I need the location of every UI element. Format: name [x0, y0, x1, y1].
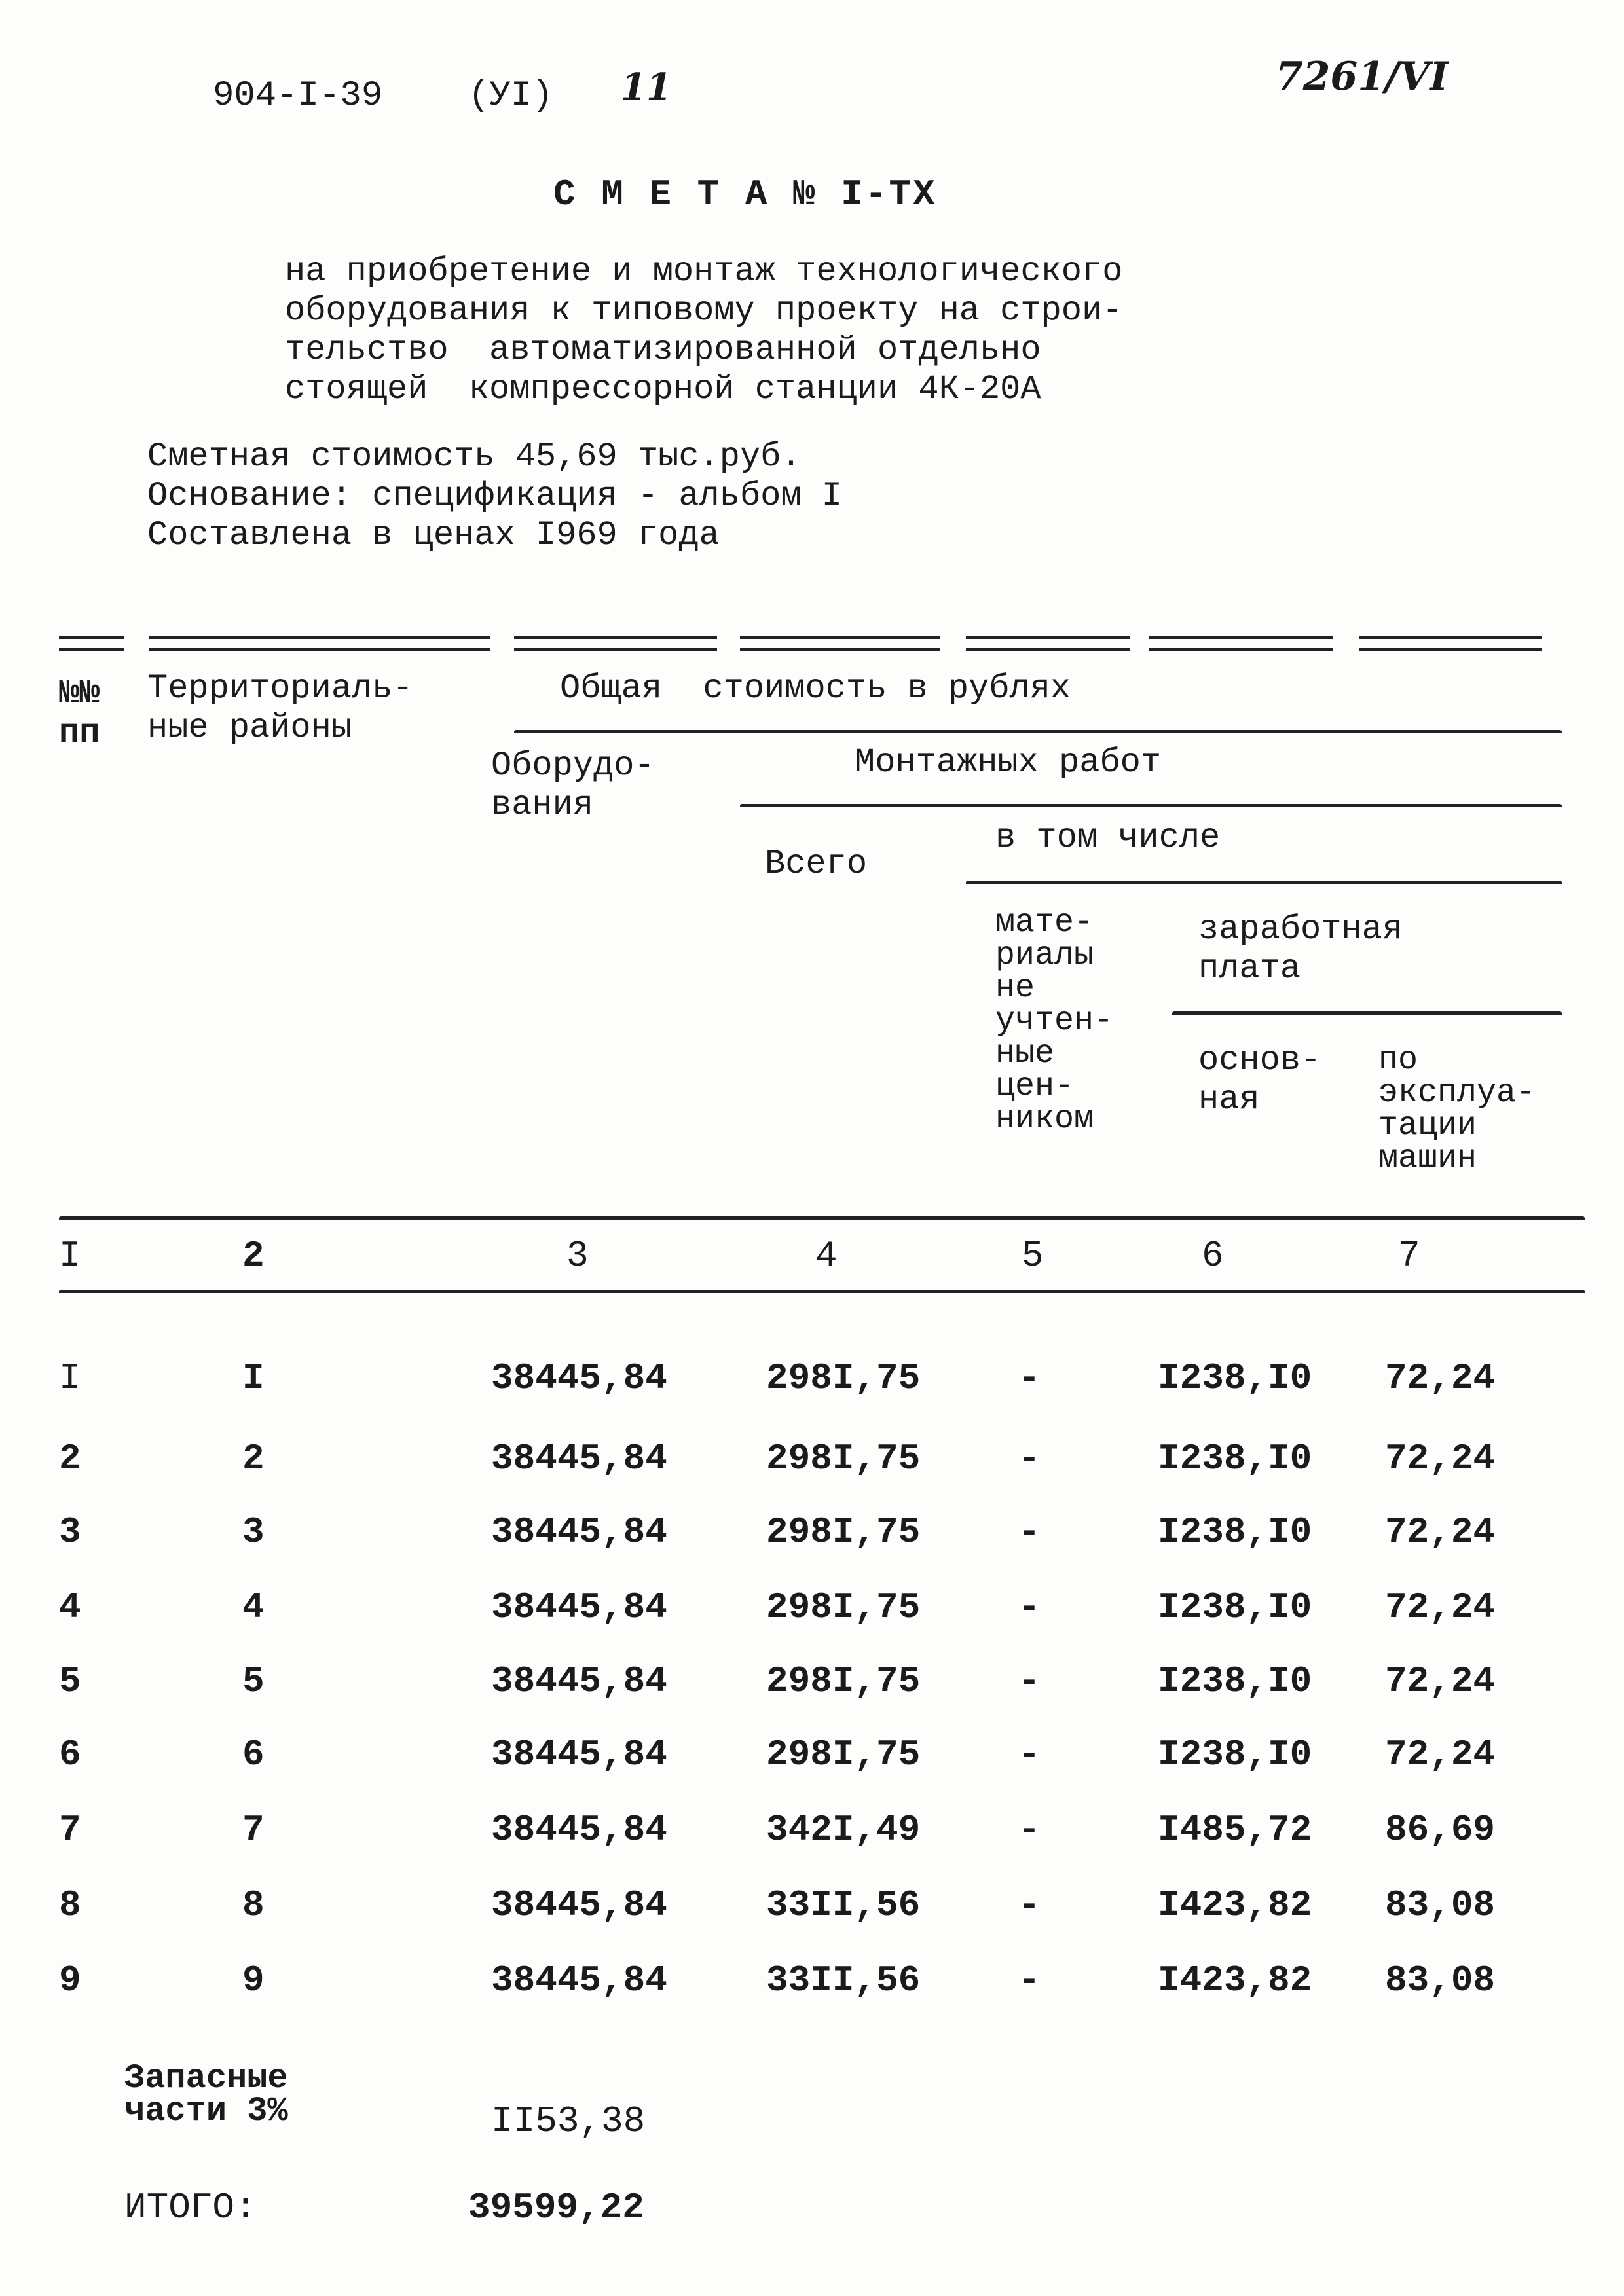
- doc-code: 904-I-39: [213, 76, 383, 116]
- row-region: 5: [242, 1660, 265, 1702]
- row-equipment: 38445,84: [491, 1734, 667, 1776]
- row-wage: I238,I0: [1158, 1586, 1312, 1628]
- row-num: 8: [59, 1884, 81, 1926]
- row-total: 298I,75: [766, 1438, 921, 1480]
- row-equipment: 38445,84: [491, 1357, 667, 1399]
- row-region: 9: [242, 1959, 265, 2001]
- row-equipment: 38445,84: [491, 1586, 667, 1628]
- row-total: 298I,75: [766, 1511, 921, 1553]
- row-materials: -: [1018, 1734, 1041, 1776]
- subtitle-line-4: стоящей компрессорной станции 4К-20А: [285, 370, 1041, 409]
- header-rule: [966, 881, 1562, 888]
- row-materials: -: [1018, 1809, 1041, 1851]
- header-equipment: Оборудо- вания: [491, 746, 655, 824]
- header-materials: мате- риалы не учтен- ные цен- ником: [995, 904, 1114, 1138]
- row-region: 8: [242, 1884, 265, 1926]
- table-top-border: [740, 636, 940, 651]
- table-top-border: [514, 636, 717, 651]
- total-value: 39599,22: [468, 2187, 644, 2229]
- row-num: 7: [59, 1809, 81, 1851]
- row-machines: 72,24: [1385, 1586, 1496, 1628]
- header-machines: по эксплуа- тации машин: [1378, 1042, 1536, 1177]
- row-materials: -: [1018, 1438, 1041, 1480]
- row-equipment: 38445,84: [491, 1959, 667, 2001]
- row-num: I: [59, 1357, 81, 1399]
- column-number: 7: [1398, 1235, 1420, 1277]
- row-machines: 72,24: [1385, 1734, 1496, 1776]
- subtitle: [285, 252, 1122, 409]
- row-equipment: 38445,84: [491, 1660, 667, 1702]
- column-number: 6: [1202, 1235, 1224, 1277]
- header-total-cost: Общая стоимость в рублях: [560, 669, 1071, 708]
- estimate-info: [147, 437, 842, 555]
- header-all: Всего: [765, 845, 868, 883]
- row-total: 342I,49: [766, 1809, 921, 1851]
- row-machines: 83,08: [1385, 1959, 1496, 2001]
- row-wage: I485,72: [1158, 1809, 1312, 1851]
- row-machines: 72,24: [1385, 1511, 1496, 1553]
- column-number: 2: [242, 1235, 265, 1277]
- row-equipment: 38445,84: [491, 1884, 667, 1926]
- archive-number: 7261/VI: [1276, 54, 1449, 100]
- row-equipment: 38445,84: [491, 1511, 667, 1553]
- doc-part: (УI): [468, 76, 553, 116]
- row-wage: I238,I0: [1158, 1511, 1312, 1553]
- row-materials: -: [1018, 1959, 1041, 2001]
- row-region: 2: [242, 1438, 265, 1480]
- table-top-border: [1149, 636, 1333, 651]
- row-machines: 72,24: [1385, 1438, 1496, 1480]
- subtitle-line-3: тельство автоматизированной отдельно: [285, 331, 1041, 369]
- row-equipment: 38445,84: [491, 1438, 667, 1480]
- estimate-basis: Основание: спецификация - альбом I: [147, 477, 842, 515]
- row-region: I: [242, 1357, 265, 1399]
- row-machines: 86,69: [1385, 1809, 1496, 1851]
- row-total: 298I,75: [766, 1586, 921, 1628]
- header-rule: [59, 1290, 1585, 1297]
- row-machines: 72,24: [1385, 1357, 1496, 1399]
- estimate-prices: Составлена в ценах I969 года: [147, 516, 720, 555]
- total-label: ИТОГО:: [124, 2187, 257, 2229]
- row-materials: -: [1018, 1357, 1041, 1399]
- header-rule: [59, 1216, 1585, 1224]
- header-wages: заработная плата: [1198, 910, 1403, 988]
- row-total: 298I,75: [766, 1660, 921, 1702]
- row-region: 3: [242, 1511, 265, 1553]
- subtitle-line-1: на приобретение и монтаж технологического: [285, 252, 1123, 291]
- column-number: 5: [1022, 1235, 1044, 1277]
- row-materials: -: [1018, 1586, 1041, 1628]
- header-region: Территориаль- ные районы: [147, 669, 413, 747]
- row-wage: I238,I0: [1158, 1660, 1312, 1702]
- row-equipment: 38445,84: [491, 1809, 667, 1851]
- column-number: 4: [815, 1235, 838, 1277]
- table-top-border: [1359, 636, 1542, 651]
- row-materials: -: [1018, 1884, 1041, 1926]
- header-installation: Монтажных работ: [855, 743, 1162, 782]
- row-materials: -: [1018, 1511, 1041, 1553]
- table-top-border: [149, 636, 490, 651]
- row-total: 33II,56: [766, 1884, 921, 1926]
- spare-parts-label: Запасные части 3%: [124, 2059, 288, 2130]
- column-number: 3: [566, 1235, 589, 1277]
- row-total: 298I,75: [766, 1357, 921, 1399]
- spare-parts-value: II53,38: [491, 2100, 646, 2142]
- row-total: 298I,75: [766, 1734, 921, 1776]
- row-wage: I423,82: [1158, 1959, 1312, 2001]
- header-rule: [1172, 1011, 1562, 1019]
- row-wage: I238,I0: [1158, 1734, 1312, 1776]
- row-machines: 83,08: [1385, 1884, 1496, 1926]
- row-num: 5: [59, 1660, 81, 1702]
- row-num: 4: [59, 1586, 81, 1628]
- row-region: 4: [242, 1586, 265, 1628]
- row-num: 6: [59, 1734, 81, 1776]
- row-wage: I238,I0: [1158, 1438, 1312, 1480]
- row-num: 9: [59, 1959, 81, 2001]
- table-top-border: [59, 636, 124, 651]
- row-materials: -: [1018, 1660, 1041, 1702]
- row-wage: I238,I0: [1158, 1357, 1312, 1399]
- column-number: I: [59, 1235, 81, 1277]
- subtitle-line-2: оборудования к типовому проекту на строи-: [285, 291, 1123, 330]
- header-rule: [740, 804, 1562, 811]
- row-num: 3: [59, 1511, 81, 1553]
- header-num: №№ пп: [59, 674, 100, 752]
- header-basic: основ- ная: [1198, 1041, 1321, 1119]
- document-title: С М Е Т А № I-ТХ: [553, 173, 937, 215]
- row-region: 6: [242, 1734, 265, 1776]
- header-rule: [514, 730, 1562, 737]
- row-total: 33II,56: [766, 1959, 921, 2001]
- row-machines: 72,24: [1385, 1660, 1496, 1702]
- row-wage: I423,82: [1158, 1884, 1312, 1926]
- sheet-mark: 11: [621, 65, 672, 109]
- header-including: в том числе: [995, 818, 1221, 857]
- row-region: 7: [242, 1809, 265, 1851]
- estimate-cost: Сметная стоимость 45,69 тыс.руб.: [147, 437, 802, 476]
- table-top-border: [966, 636, 1130, 651]
- row-num: 2: [59, 1438, 81, 1480]
